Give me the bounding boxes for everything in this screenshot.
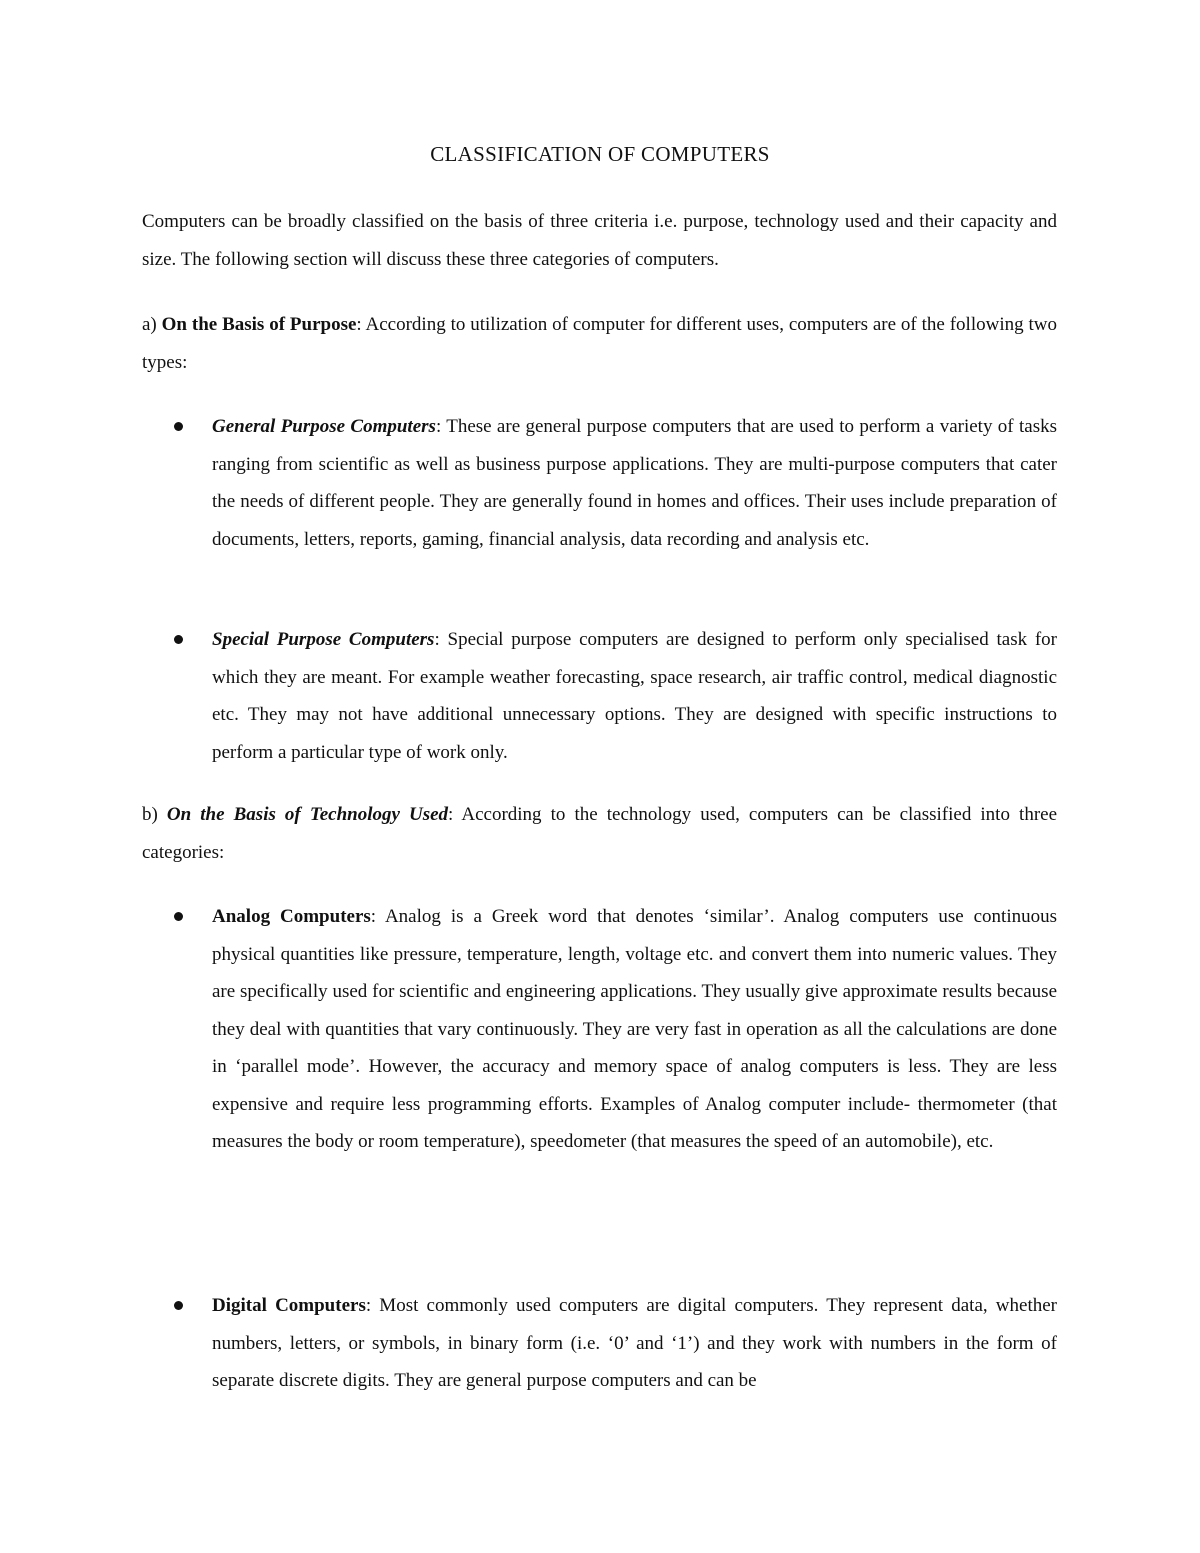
list-item-term: Special Purpose Computers [212, 629, 435, 650]
section-a-heading: On the Basis of Purpose [161, 314, 357, 335]
section-b-heading: On the Basis of Technology Used [166, 804, 449, 825]
list-item-text [212, 898, 1057, 1161]
list-item-text [212, 408, 1057, 558]
bullet-icon [174, 1301, 183, 1310]
bullet-icon [174, 635, 183, 644]
list-item-term: General Purpose Computers [212, 416, 436, 437]
section-b-prefix: b) [142, 804, 167, 825]
section-a-prefix: a) [142, 314, 162, 335]
section-a-text: : According to utilization of computer for different uses, computers are of the following two types: [142, 314, 1057, 373]
list-item-body: : Analog is a Greek word that denotes ‘similar’. Analog computers use continuous physical quantities like pressure, temperature, length, voltage etc. and convert them into numeric values. They are specifically used for scientific and engineering applications. They usually give approximate results because they deal with quantities that vary continuously. They are very fast in operation as all the calculations are done in ‘parallel mode’. However, the accuracy and memory space of analog computers is less. They are less expensive and require less programming efforts. Examples of Analog computer include- thermometer (that measures the body or room temperature), speedometer (that measures the speed of an automobile), etc. [212, 906, 1057, 1152]
list-item-text [212, 1287, 1057, 1400]
list-item-analog [142, 898, 1057, 1161]
list-item-body: : Most commonly used computers are digital computers. They represent data, whether numbers, letters, or symbols, in binary form (i.e. ‘0’ and ‘1’) and they work with numbers in the form of separate discrete digits. They are general purpose computers and can be [212, 1295, 1057, 1391]
section-b-text: : According to the technology used, computers can be classified into three categories: [142, 804, 1058, 863]
list-item-digital [142, 1287, 1057, 1400]
intro-paragraph: Computers can be broadly classified on the basis of three criteria i.e. purpose, technology used and their capacity and size. The following section will discuss these three categories of computers. [142, 211, 1057, 270]
page-title: CLASSIFICATION OF COMPUTERS [430, 142, 770, 166]
section-b-paragraph [142, 796, 1057, 871]
list-item-body: : Special purpose computers are designed to perform only specialised task for which they are meant. For example weather forecasting, space research, air traffic control, medical diagnostic etc. They may not have additional unnecessary options. They are designed with specific instructions to perform a particular type of work only. [212, 629, 1058, 763]
list-item-term: Digital Computers [212, 1295, 366, 1316]
list-item-term: Analog Computers [212, 906, 371, 927]
list-item-general-purpose [142, 408, 1057, 558]
list-item-text [212, 621, 1057, 771]
bullet-icon [174, 422, 183, 431]
section-a-paragraph [142, 306, 1057, 381]
list-item-body: : These are general purpose computers that are used to perform a variety of tasks ranging from scientific as well as business purpose applications. They are multi-purpose computers that cater the needs of different people. They are generally found in homes and offices. Their uses include preparation of documents, letters, reports, gaming, financial analysis, data recording and analysis etc. [212, 416, 1057, 550]
bullet-icon [174, 912, 183, 921]
list-item-special-purpose [142, 621, 1057, 771]
